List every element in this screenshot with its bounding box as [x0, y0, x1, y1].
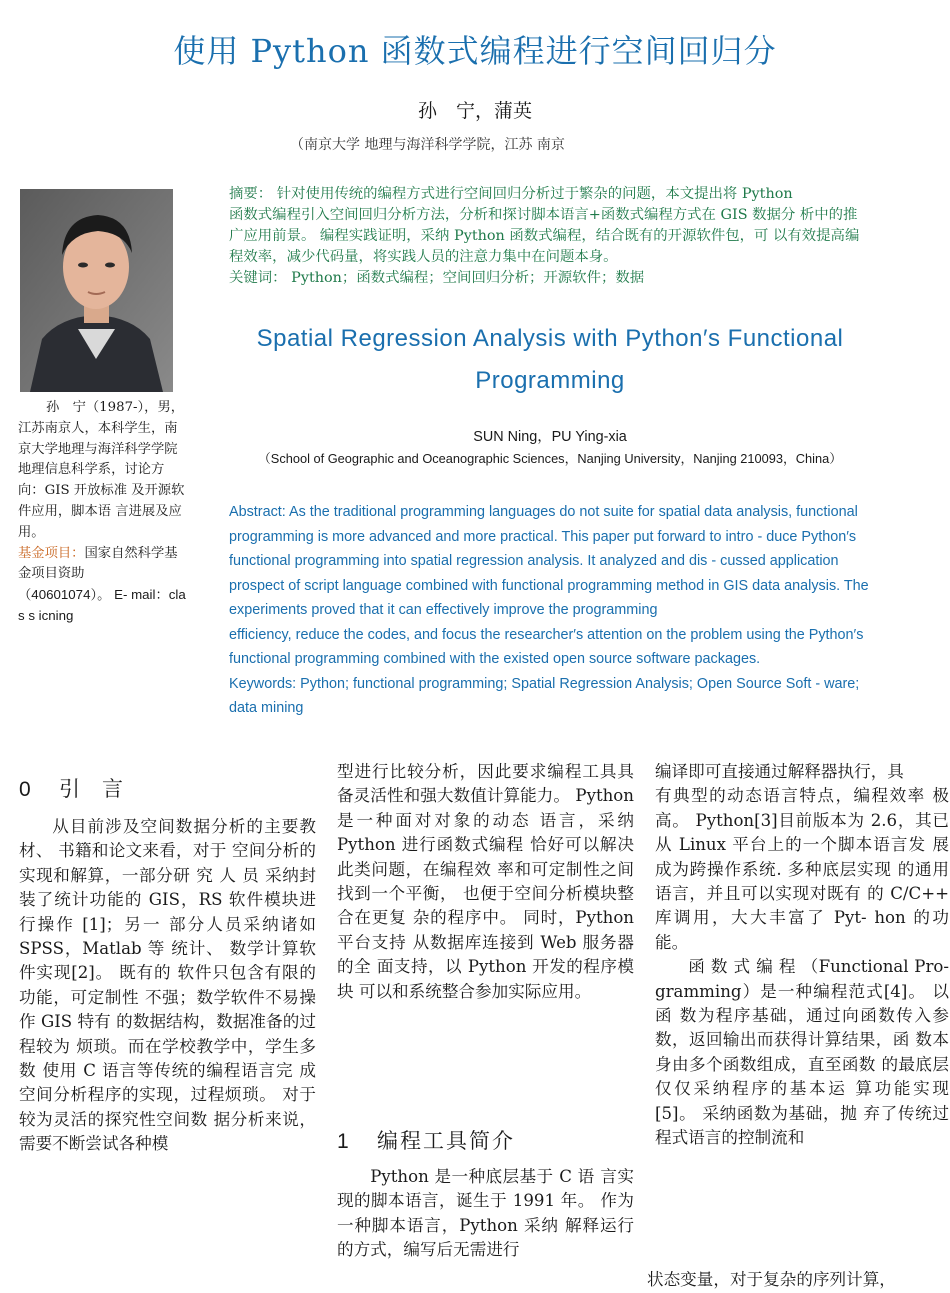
- keywords-cn: 关键词： Python；函数式编程；空间回归分析；开源软件；数据: [229, 270, 645, 286]
- paper-title-en: Spatial Regression Analysis with Python′s Functional Programming: [256, 325, 844, 394]
- body-column-2: [337, 760, 634, 1004]
- affiliation-cn: （南京大学 地理与海洋科学学院，江苏 南京: [290, 137, 565, 153]
- body-column-3: [655, 760, 949, 1151]
- abstract-en-para1: [229, 500, 871, 623]
- column-3-footer-line: 状态变量，对于复杂的序列计算，: [647, 1270, 896, 1289]
- body-column-1: [19, 815, 316, 1157]
- section-0-number: 0: [19, 778, 31, 801]
- section-1-heading: [337, 1125, 515, 1155]
- column-3-paragraph-2: 有典型的动态语言特点，编程效率 极高。 Python[3]目前版本为 2.6，其已 从 Linux 平台上的一个脚本语言发 展成为跨操作系统. 多种底层实现 的通用语言，并且可以实现对既有 的 C/C++ 库调用，大大丰富了 Pyt- hon 的功能。: [655, 786, 949, 952]
- section-0-title: 引言: [59, 777, 145, 801]
- abstract-en-label: Abstract:: [229, 504, 286, 520]
- abstract-en-text1: As the traditional programming languages do not suite for spatial data analysis, functional programming is more advanced and more practical. This paper put forward to intro - duce Python′s functional programming into spatial regression analysis. It analyzed and dis - cussed application prospect of script language combined with functional programming method in GIS data analysis. The experiments proved that it can effectively improve the programming: [229, 504, 869, 618]
- keywords-en: Keywords: Python; functional programming; Spatial Regression Analysis; Open Source Soft - ware; data mining: [229, 675, 860, 716]
- section-0-paragraph-2: 型进行比较分析，因此要求编程工具具备灵活性和强大数值计算能力。 Python 是一种面对对象的动态 语言，采纳 Python 进行函数式编程 恰好可以解决此类问题，在编程效 率和可定制性之间找到一个平衡， 也便于空间分析模块整合在更复 杂的程序中。 同时，Python 平台支持 从数据库连接到 Web 服务器的全 面支持，以 Python 开发的程序模块 可以和系统整合参加实际应用。: [337, 762, 634, 1001]
- abstract-cn: [229, 184, 871, 302]
- bio-text: 江苏南京人，本科学生，南京大学地理与海洋科学学院地理信息科学系，讨论方向：GIS 开放标准 及开源软件应用，脚本语 言进展及应用。: [18, 420, 185, 540]
- section-0-heading: [19, 773, 145, 803]
- abstract-cn-text2: 函数式编程引入空间回归分析方法，分析和探讨脚本语言+函数式编程方式在 GIS 数据分 析中的推广应用前景。 编程实践证明，采纳 Python 函数式编程，结合既有的开源软件包，可 以有效提高编程效率，减少代码量，将实践人员的注意力集中在问题本身。: [229, 207, 860, 265]
- section-1-title: 编程工具简介: [377, 1129, 515, 1153]
- abstract-en: [229, 500, 871, 722]
- column-3-line1: 编译即可直接通过解释器执行，具: [655, 762, 904, 781]
- bio-line1: 孙 宁（1987-），男，: [46, 400, 185, 415]
- column-3-paragraph-3: 函 数 式 编 程 （Functional Pro- gramming）是一种编程范式[4]。 以函 数为程序基础，通过向函数传入参 数，返回输出而获得计算结果，函 数本身由多个函数组成，直至函数 的最底层仅仅采纳程序的基本运 算功能实现[5]。 采纳函数为基础，抛 弃了传统过程式语言的控制流和: [655, 957, 949, 1148]
- section-1-number: 1: [337, 1130, 349, 1153]
- section-0-paragraph-1: 从目前涉及空间数据分析的主要教材、 书籍和论文来看，对于 空间分析的实现和解算，一部分研 究 人 员 采纳封装了统计功能的 GIS，RS 软件模块进行操作 [1]；另一 部分人员采纳诸如 SPSS，Matlab 等 统计、 数学计算软件实现[2]。 既有的 软件只包含有限的功能，可定制性 不强；数学软件不易操作 GIS 特有 的数据结构，数据准备的过程较为 烦琐。而在学校教学中，学生多数 使用 C 语言等传统的编程语言完 成空间分析程序的实现，过程烦琐。 对于较为灵活的探究性空间数 据分析来说，需要不断尝试各种模: [19, 817, 316, 1154]
- authors-en: SUN Ning，PU Ying-xia: [473, 429, 627, 445]
- author-bio: [18, 398, 188, 627]
- affiliation-en: （School of Geographic and Oceanographic Sciences，Nanjing University，Nanjing 210093，China）: [257, 451, 842, 466]
- author-photo: [20, 189, 173, 392]
- paper-title-cn: 使用 Python 函数式编程进行空间回归分: [173, 32, 777, 70]
- fund-number: （40601074）。 E- mail：cla s s icning: [18, 587, 186, 623]
- abstract-cn-para1: [229, 184, 871, 205]
- fund-text: 国家自然科学基金项目资助: [18, 545, 178, 582]
- abstract-cn-text1: 针对使用传统的编程方式进行空间回归分析过于繁杂的问题，本文提出将 Python: [276, 186, 793, 202]
- section-1-paragraph-1: Python 是一种底层基于 C 语 言实现的脚本语言，诞生于 1991 年。 作为一种脚本语言，Python 采纳 解释运行的方式，编写后无需进行: [337, 1167, 634, 1260]
- abstract-en-text2: efficiency, reduce the codes, and focus the researcher′s attention on the problem using the Python′s functional programming combined with the existed open source software packages.: [229, 626, 864, 667]
- portrait-image: [20, 189, 173, 392]
- body-column-2-lower: [337, 1165, 634, 1263]
- abstract-cn-label: 摘要：: [229, 186, 273, 202]
- authors-cn: 孙 宁，蒲英: [417, 100, 532, 122]
- fund-label: 基金项目：: [18, 545, 85, 561]
- fund-info: [18, 544, 188, 586]
